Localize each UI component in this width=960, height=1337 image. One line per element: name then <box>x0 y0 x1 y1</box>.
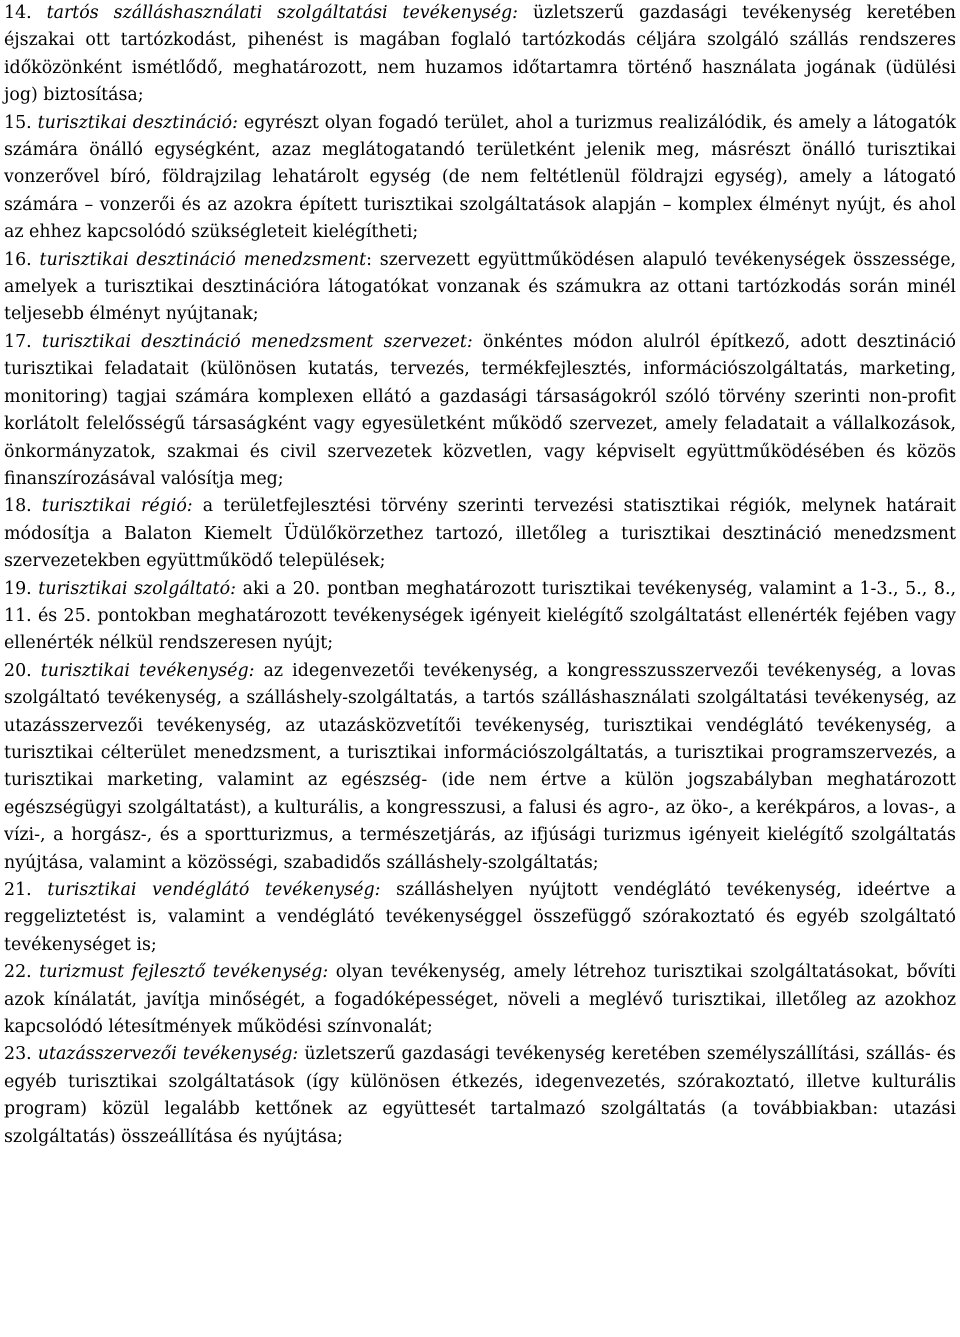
definition-text: meghatározott tevékenységek igényeit kielégítő szolgáltatást ellenérték fejében vagy ellenérték nélkül rendszeresen nyújt; <box>4 605 956 654</box>
definition-number: 15. <box>4 112 32 133</box>
definition-term: turisztikai desztináció menedzsment <box>39 249 367 270</box>
definition-item <box>4 329 956 493</box>
definition-item <box>4 959 956 1041</box>
definition-text: szálláshelyen nyújtott vendéglátó tevékenység, ideértve a reggeliztetést is, valamint a vendéglátó tevékenységgel összefüggő szórakoztató és egyéb szolgáltató tevékenységet is; <box>4 880 957 955</box>
definition-term: turizmust fejlesztő tevékenység: <box>39 962 329 983</box>
definition-text: : szervezett együttműködésen alapuló tevékenységek összessége, amelyek a turisztikai desztinációra látogatókat vonzanak és számukra az ottani tartózkodás során minél teljesebb élményt nyújtanak; <box>4 249 957 325</box>
definition-term: turisztikai desztináció: <box>37 112 238 133</box>
definition-number: 23. <box>4 1044 32 1065</box>
definition-text: üzletszerű gazdasági tevékenység keretében éjszakai ott tartózkodást, pihenést is magában foglaló tartózkodás céljára szolgáló szállás rendszeres időközönként ismétlődő, meghatározott, nem huzamos időtartamra történő használata jogának (üdülési jog) biztosítása; <box>4 3 956 106</box>
definition-number: 17. <box>4 331 32 352</box>
definition-term: turisztikai tevékenység: <box>40 660 255 681</box>
definition-number: 22. <box>4 962 32 983</box>
definition-item <box>4 247 956 329</box>
definition-text: olyan tevékenység, amely létrehoz turisztikai szolgáltatásokat, bővíti azok kínálatát, javítja minőségét, a fogadóképességet, növeli a meglévő turisztikai, illetőleg az azokhoz kapcsolódó létesítmények működési színvonalát; <box>4 962 956 1038</box>
definition-text: üzletszerű gazdasági tevékenység keretében személyszállítási, szállás- és egyéb turisztikai szolgáltatások (így különösen étkezés, idegenvezetés, szórakoztató, illetve kulturális program) közül legalább kettőnek az együttesét tartalmazó szolgáltatás (a továbbiakban: utazási szolgáltatás) összeállítása és nyújtása; <box>4 1044 956 1147</box>
definition-reference: 20. pontban <box>292 578 400 599</box>
definition-text: az idegenvezetői tevékenység, a kongresszusszervezői tevékenység, a lovas szolgáltató tevékenység, a szálláshely-szolgáltatás, a tartós szálláshasználati szolgáltatási tevékenység, az utazásszervezői tevékenység, az utazásközvetítői tevékenység, turisztikai vendéglátó tevékenység, a turisztikai célterület menedzsment, a turisztikai információszolgáltatás, a turisztikai programszervezés, a turisztikai marketing, valamint az egészség- (ide nem értve a külön jogszabályban meghatározott egészségügyi szolgáltatást), a kulturális, a kongresszusi, a falusi és agro-, az öko-, a kerékpáros, a lovas-, a vízi-, a horgász-, és a sportturizmus, a természetjárás, az ifjúsági turizmus igényeit kielégítő szolgáltatás nyújtása, valamint a közösségi, szabadidős szálláshely-szolgáltatás; <box>4 660 956 873</box>
definition-number: 16. <box>4 249 32 270</box>
definition-text: meghatározott turisztikai tevékenység, valamint a <box>399 578 860 599</box>
definition-number: 14. <box>4 3 32 23</box>
definition-item <box>4 877 956 959</box>
definition-number: 20. <box>4 660 32 681</box>
definition-number: 18. <box>4 496 32 517</box>
definition-term: tartós szálláshasználati szolgáltatási tevékenység: <box>46 3 518 23</box>
definition-term: turisztikai szolgáltató: <box>38 578 236 599</box>
definition-term: turisztikai desztináció menedzsment szervezet: <box>41 331 473 352</box>
definition-term: turisztikai vendéglátó tevékenység: <box>47 880 381 900</box>
definition-number: 21. <box>4 880 32 900</box>
definition-text: aki a <box>235 578 293 599</box>
definition-item <box>4 576 956 658</box>
definition-text: egyrészt olyan fogadó terület, ahol a turizmus realizálódik, és amely a látogatók számára önálló egységként, azaz meglátogatandó területként jelenik meg, másrészt önálló turisztikai vonzerővel bíró, földrajzilag lehatárolt egység (de nem feltétlenül földrajzi egység), amely a látogató számára – vonzerői és az azokra épített turisztikai szolgáltatások alapján – komplex élményt nyújt, és ahol az ehhez kapcsolódó szükségleteit kielégítheti; <box>4 112 956 243</box>
definition-text: önkéntes módon alulról építkező, adott desztináció turisztikai feladatait (különösen kutatás, tervezés, termékfejlesztés, információszolgáltatás, marketing, monitoring) tagjai számára komplexen ellátó a gazdasági társaságokról szóló törvény szerinti non-profit korlátolt felelősségű társaságként vagy egyesületként működő szervezet, amely feladatait a vállalkozások, önkormányzatok, szakmai és civil szervezetek közvetlen, vagy képviselt együttműködésében és közös finanszírozásával valósítja meg; <box>4 331 956 489</box>
definition-item <box>4 0 956 110</box>
definition-term: turisztikai régió: <box>41 496 193 517</box>
definition-text: a területfejlesztési törvény szerinti tervezési statisztikai régiók, melynek határait módosítja a Balaton Kiemelt Üdülőkörzethez tartozó, illetőleg a turisztikai desztináció menedzsment szervezetekben együttműködő települések; <box>4 496 956 572</box>
definition-item <box>4 1041 956 1151</box>
definition-term: utazásszervezői tevékenység: <box>37 1044 299 1065</box>
definition-item <box>4 110 956 247</box>
definition-item <box>4 658 956 877</box>
definition-number: 19. <box>4 578 32 599</box>
definition-reference: 1-3., 5., 8., 11. és 25. pontokban <box>4 578 957 626</box>
definition-item <box>4 493 956 575</box>
